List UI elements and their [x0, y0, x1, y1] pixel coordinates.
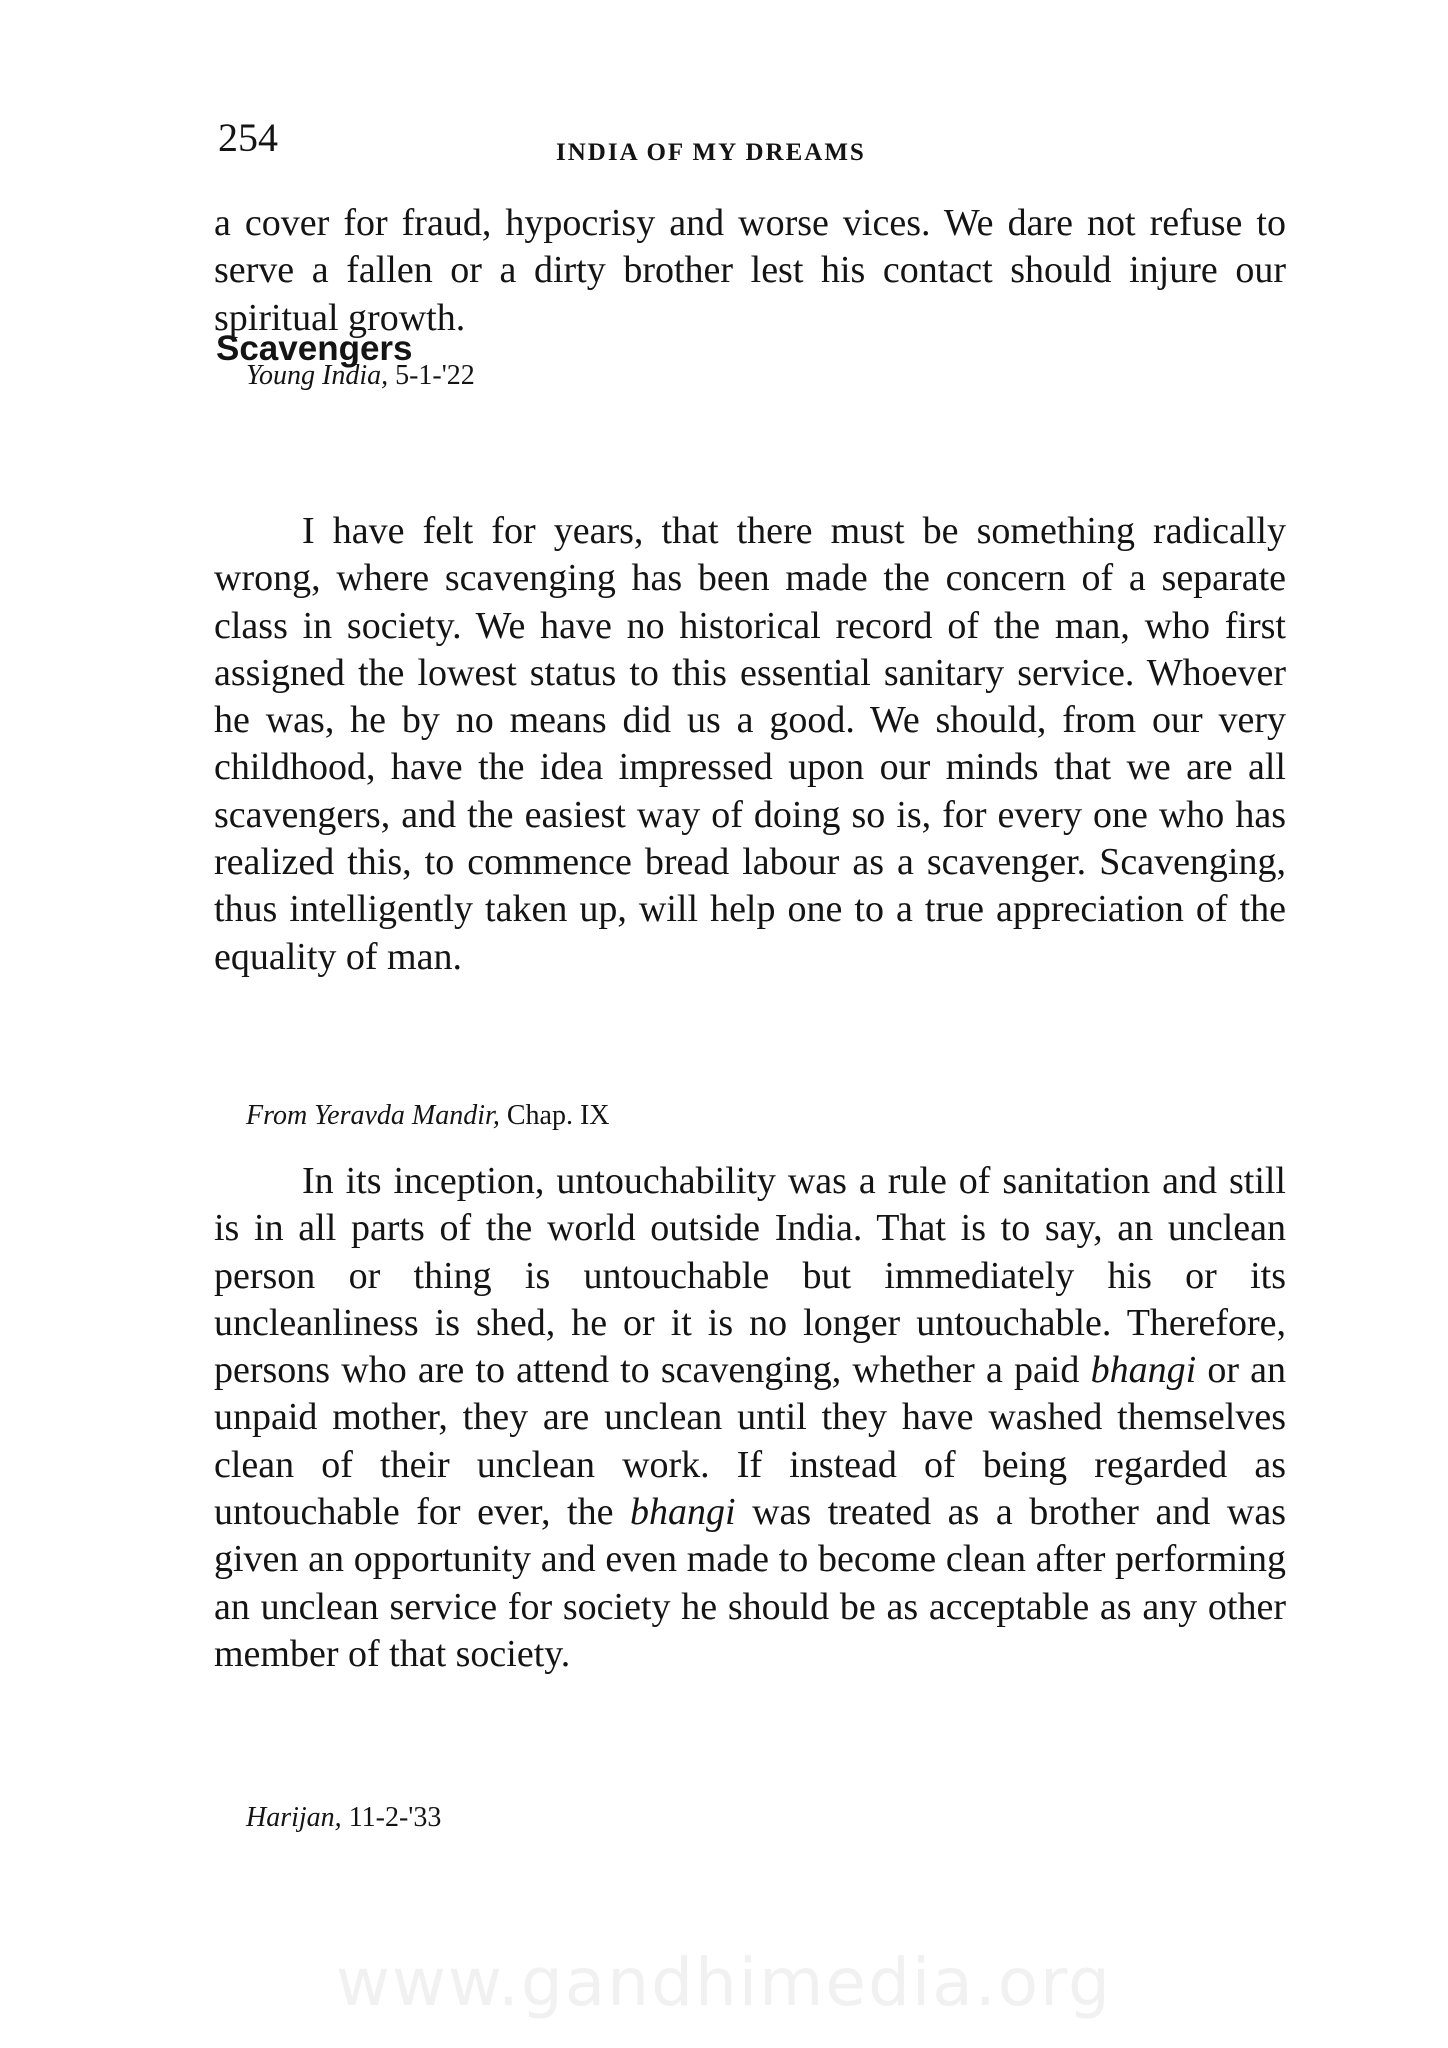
paragraph-scavengers-1: I have felt for years, that there must be something radically wrong, where scavenging has been made the concern of a separate class in society. We have no historical record of the man, who first assigned the lowest status to this essential sanitary service. Whoever he was, he by no means did us a good. We should, from our very childhood, have the idea impressed upon our minds that we are all scavengers, and the easiest way of doing so is, for every one who has realized this, to commence bread labour as a scavenger. Scavenging, thus intelligently taken up, will help one to a true appreciation of the equality of man.	[214, 510, 1286, 978]
citation-yeravda-mandir	[246, 1102, 610, 1130]
paragraph-text: In its inception, untouchability was a rule of sanitation and still is in all parts of the world outside India. That is to say, an unclean person or thing is untouchable but immediately his or its uncleanliness is shed, he or it is no longer untouchable. Therefore, persons who are to attend to scavenging, whether a paid	[214, 1160, 1286, 1392]
citation-source: Harijan,	[246, 1802, 342, 1833]
section-heading: Scavengers	[216, 329, 413, 368]
citation-harijan	[246, 1804, 441, 1832]
citation-source: Young India,	[246, 360, 389, 391]
paragraph-text: was treated as a brother and was given an opportunity and even made to become clean after performing an unclean service for society he should be as acceptable as any other member of that society.	[214, 1491, 1287, 1675]
citation-source: From Yeravda Mandir,	[246, 1100, 500, 1131]
paragraph-text: or an unpaid mother, they are unclean until they have washed themselves clean of their unclean work. If instead of being regarded as untouchable for ever, the	[214, 1349, 1286, 1534]
citation-date: Chap. IX	[499, 1100, 610, 1131]
paragraph-scavengers-2	[214, 1158, 1286, 1678]
page-number: 254	[218, 115, 278, 160]
citation-date: 5-1-'22	[388, 360, 475, 391]
paragraph-continued: a cover for fraud, hypocrisy and worse vices. We dare not refuse to serve a fallen or a dirty brother lest his contact should injure our spiritual growth.	[214, 202, 1286, 339]
watermark: www.gandhimedia.org	[336, 1944, 1112, 2021]
italic-term: bhangi	[1090, 1349, 1197, 1392]
italic-term: bhangi	[629, 1491, 736, 1534]
page-header	[218, 115, 1288, 178]
citation-date: 11-2-'33	[341, 1802, 442, 1833]
running-head: INDIA OF MY DREAMS	[556, 139, 866, 166]
